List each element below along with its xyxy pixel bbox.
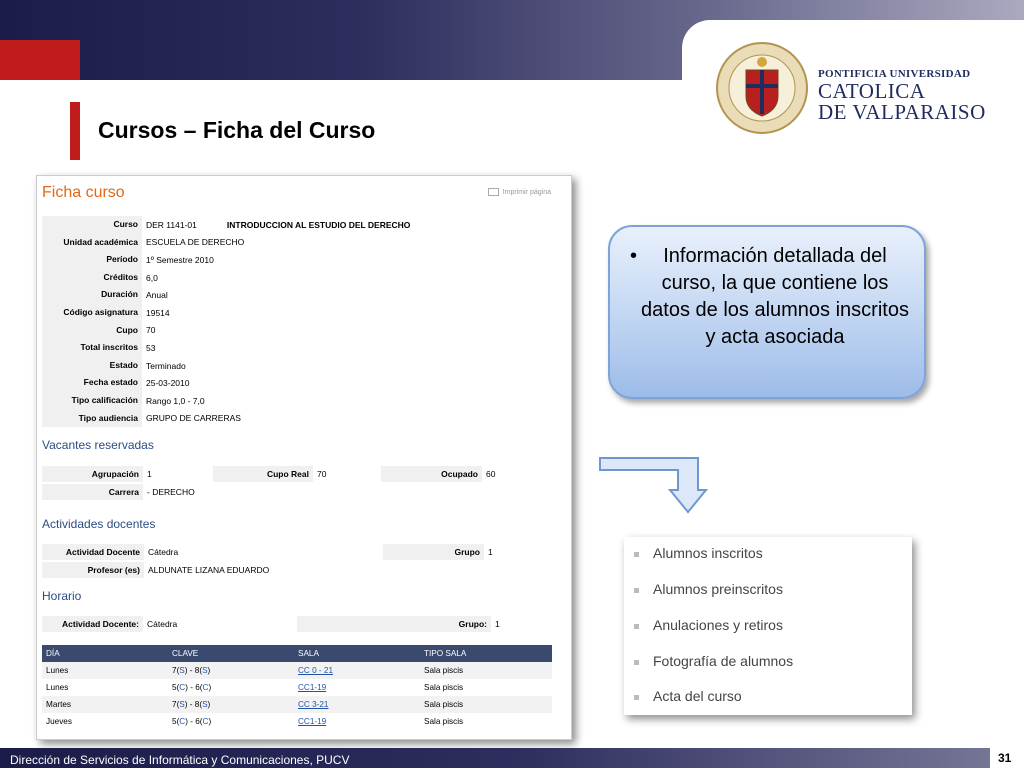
detail-value: 25-03-2010: [146, 378, 190, 389]
actividades-heading: Actividades docentes: [42, 517, 156, 531]
bullet-icon: [634, 552, 639, 557]
schedule-table: [42, 645, 552, 730]
detail-label: Créditos: [42, 269, 142, 287]
agrupacion-value: 1: [147, 469, 152, 479]
menu-item-label: Acta del curso: [653, 688, 742, 704]
col-tipo-sala: TIPO SALA: [420, 645, 552, 662]
menu-item-alumnos-inscritos[interactable]: [634, 545, 763, 561]
title-accent-bar: [70, 102, 80, 160]
detail-value: Rango 1,0 - 7,0: [146, 395, 205, 406]
cell-dia: Jueves: [46, 717, 72, 726]
detail-value: 19514: [146, 307, 170, 318]
menu-item-label: Anulaciones y retiros: [653, 617, 783, 633]
horario-heading: Horario: [42, 589, 82, 603]
detail-label: Estado: [42, 357, 142, 375]
bullet-icon: [634, 624, 639, 629]
detail-label: Total inscritos: [42, 339, 142, 357]
schedule-header-row: [42, 645, 552, 662]
slide-title: Cursos – Ficha del Curso: [98, 117, 376, 143]
detail-value: 70: [146, 325, 156, 336]
ficha-title: Ficha curso: [42, 184, 125, 201]
cell-sala[interactable]: [294, 679, 420, 696]
printer-icon: [488, 188, 499, 196]
cell-dia: Lunes: [42, 662, 168, 679]
detail-label: Cupo: [42, 322, 142, 340]
detail-label: Código asignatura: [42, 304, 142, 322]
bullet-icon: [634, 695, 639, 700]
detail-label: Tipo calificación: [42, 392, 142, 410]
page-number: 31: [998, 751, 1012, 765]
detail-value: 1º Semestre 2010: [146, 254, 214, 265]
table-row: [42, 679, 552, 696]
ocupado-value: 60: [486, 469, 496, 479]
profesor-label: Profesor (es): [42, 562, 144, 578]
bullet-icon: •: [630, 245, 638, 267]
menu-item-label: Alumnos preinscritos: [653, 581, 783, 597]
horario-actividad-value: Cátedra: [147, 619, 178, 629]
cell-clave: 5(C) - 6(C): [172, 683, 212, 692]
cell-sala[interactable]: [294, 662, 420, 679]
course-details: [42, 216, 562, 427]
bullet-icon: [634, 588, 639, 593]
carrera-row: [42, 484, 552, 500]
col-dia: DÍA: [42, 645, 168, 662]
profesor-row: [42, 562, 552, 578]
course-actions-menu: [624, 537, 912, 715]
cell-dia: Martes: [42, 696, 168, 713]
detail-value: Terminado: [146, 360, 186, 371]
cell-clave: 5(C) - 6(C): [172, 717, 212, 726]
detail-label: Tipo audiencia: [42, 410, 142, 428]
menu-item-anulaciones[interactable]: [634, 617, 783, 633]
detail-label: Curso: [42, 216, 142, 234]
detail-row: [42, 392, 562, 410]
course-record-screenshot: [36, 175, 572, 740]
ocupado-label: Ocupado: [381, 466, 482, 482]
menu-item-alumnos-preinscritos[interactable]: [634, 581, 783, 597]
detail-value: 53: [146, 342, 156, 353]
detail-row: [42, 234, 562, 252]
cell-tipo: Sala piscis: [420, 662, 552, 679]
horario-actividad-label: Actividad Docente:: [42, 616, 143, 632]
cupo-real-label: Cupo Real: [213, 466, 313, 482]
menu-item-fotografia[interactable]: [634, 653, 793, 669]
cell-sala[interactable]: [294, 696, 420, 713]
university-seal-icon: [714, 40, 810, 136]
sala-link[interactable]: CC 0 - 21: [298, 666, 334, 675]
detail-label: Fecha estado: [42, 374, 142, 392]
print-link[interactable]: [488, 188, 551, 196]
menu-item-label: Alumnos inscritos: [653, 545, 763, 561]
cell-tipo: Sala piscis: [420, 696, 552, 713]
callout-body: Información detallada del curso, la que contiene los datos de los alumnos inscritos y acta asociada: [641, 245, 909, 348]
detail-value: 6,0: [146, 272, 158, 283]
callout-text: [630, 243, 910, 351]
info-callout: [608, 225, 926, 399]
detail-row: [42, 339, 562, 357]
university-name-line1: PONTIFICIA UNIVERSIDAD: [818, 68, 971, 80]
cell-clave: 7(S) - 8(S): [168, 662, 294, 679]
bullet-icon: [634, 660, 639, 665]
horario-grupo-label: Grupo:: [297, 616, 491, 632]
detail-row: [42, 286, 562, 304]
cell-tipo: Sala piscis: [424, 717, 464, 726]
actividad-row: [42, 544, 552, 560]
detail-value: GRUPO DE CARRERAS: [146, 413, 241, 424]
footer-text: Dirección de Servicios de Informática y Comunicaciones, PUCV: [10, 753, 350, 767]
cell-clave: 7(S) - 8(S): [168, 696, 294, 713]
detail-label: Duración: [42, 286, 142, 304]
horario-grupo-value: 1: [495, 619, 500, 629]
detail-label: Unidad académica: [42, 234, 142, 252]
university-name-line2: CATOLICA: [818, 79, 926, 103]
detail-row: [42, 216, 562, 234]
detail-row: [42, 251, 562, 269]
sala-link[interactable]: CC 3-21: [298, 700, 329, 709]
actividad-value: Cátedra: [148, 547, 179, 557]
carrera-label: Carrera: [42, 484, 143, 500]
detail-row: [42, 357, 562, 375]
detail-row: [42, 410, 562, 428]
university-name: [818, 68, 986, 123]
detail-row: [42, 304, 562, 322]
detail-label: Período: [42, 251, 142, 269]
table-row: [42, 713, 552, 730]
detail-value: DER 1141-01: [146, 219, 197, 230]
header-accent: [0, 40, 80, 80]
vacantes-row: [42, 466, 552, 482]
col-clave: CLAVE: [168, 645, 294, 662]
horario-actividad-row: [42, 616, 552, 632]
cell-sala[interactable]: [294, 713, 420, 730]
actividad-label: Actividad Docente: [42, 544, 144, 560]
cupo-real-value: 70: [317, 469, 327, 479]
print-label: Imprimir página: [502, 188, 551, 196]
detail-row: [42, 322, 562, 340]
bent-arrow-icon: [598, 452, 710, 516]
university-name-line3: DE VALPARAISO: [818, 100, 986, 124]
carrera-value: - DERECHO: [147, 487, 195, 497]
grupo-value: 1: [488, 547, 493, 557]
sala-link[interactable]: CC1-19: [298, 683, 327, 692]
course-name: INTRODUCCION AL ESTUDIO DEL DERECHO: [226, 219, 411, 230]
table-row: [42, 662, 552, 679]
profesor-value: ALDUNATE LIZANA EDUARDO: [148, 565, 270, 575]
grupo-label: Grupo: [383, 544, 484, 560]
menu-item-label: Fotografía de alumnos: [653, 653, 794, 669]
detail-row: [42, 269, 562, 287]
agrupacion-label: Agrupación: [42, 466, 143, 482]
cell-dia: Lunes: [46, 683, 69, 692]
detail-value: ESCUELA DE DERECHO: [146, 237, 245, 248]
col-sala: SALA: [294, 645, 420, 662]
menu-item-acta[interactable]: [634, 688, 742, 704]
detail-row: [42, 374, 562, 392]
sala-link[interactable]: CC1-19: [298, 717, 327, 726]
cell-tipo: Sala piscis: [424, 683, 464, 692]
table-row: [42, 696, 552, 713]
detail-value: Anual: [146, 290, 168, 301]
vacantes-heading: Vacantes reservadas: [42, 438, 154, 452]
